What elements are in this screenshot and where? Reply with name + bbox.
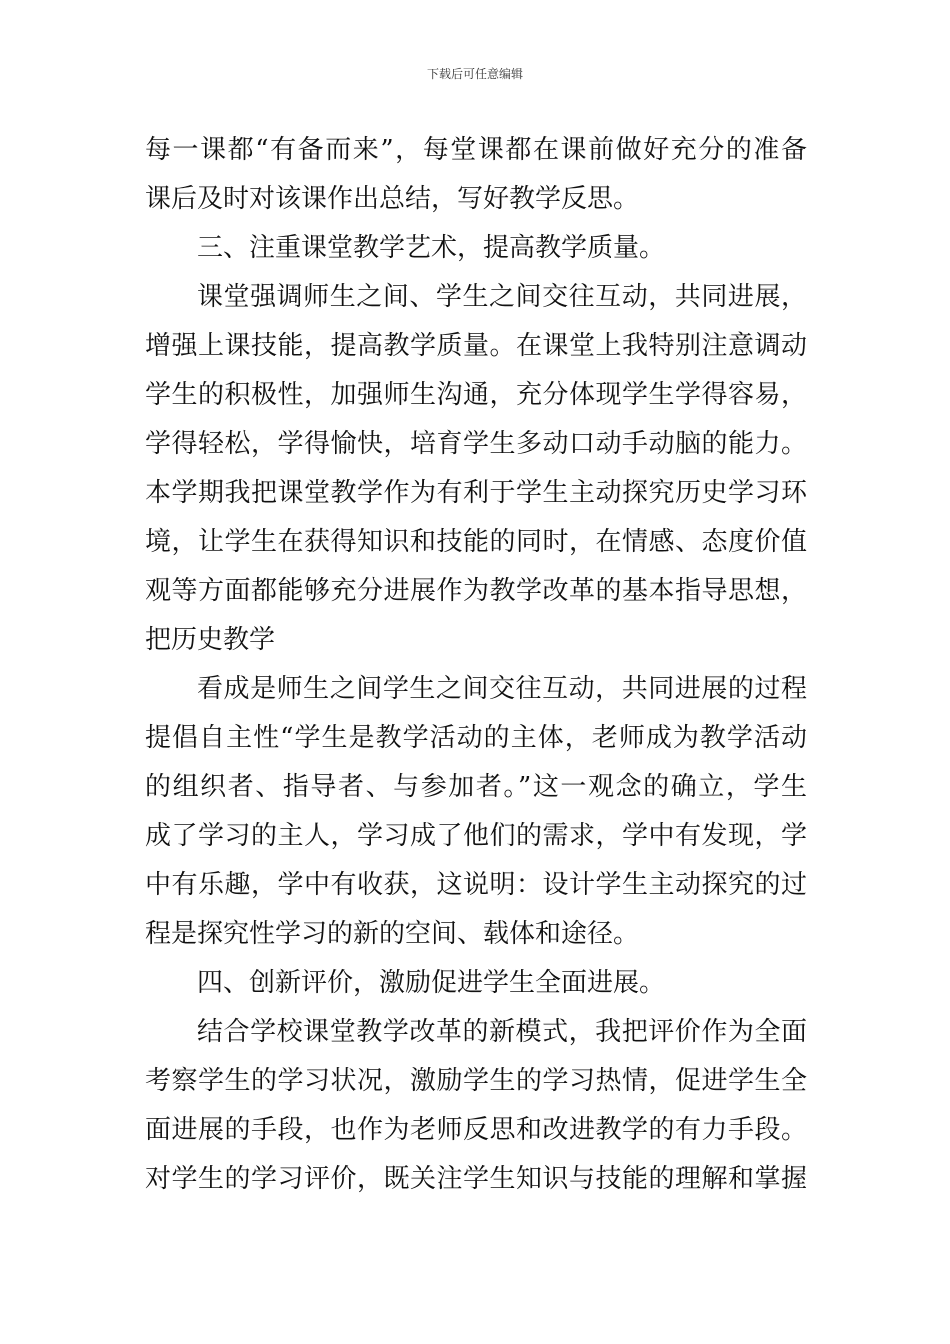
text-line: 中有乐趣，学中有收获，这说明：设计学生主动探究的过 xyxy=(145,870,807,900)
text-line: 每一课都“有备而来”，每堂课都在课前做好充分的准备 xyxy=(145,135,807,165)
text-line: 看成是师生之间学生之间交往互动，共同进展的过程 xyxy=(197,674,807,704)
text-line: 把历史教学 xyxy=(145,625,276,655)
text-line: 学得轻松，学得愉快，培育学生多动口动手动脑的能力。 xyxy=(145,429,807,459)
text-line: 增强上课技能，提高教学质量。在课堂上我特别注意调动 xyxy=(145,331,807,361)
text-line: 面进展的手段，也作为老师反思和改进教学的有力手段。 xyxy=(145,1115,807,1145)
text-line: 程是探究性学习的新的空间、载体和途径。 xyxy=(145,919,640,949)
page-header: 下载后可任意编辑 xyxy=(426,67,523,81)
text-line: 结合学校课堂教学改革的新模式，我把评价作为全面 xyxy=(197,1017,807,1047)
text-line: 课后及时对该课作出总结，写好教学反思。 xyxy=(145,184,640,214)
text-line: 学生的积极性，加强师生沟通，充分体现学生学得容易， xyxy=(145,380,807,410)
text-line: 境，让学生在获得知识和技能的同时，在情感、态度价值 xyxy=(145,527,807,557)
text-line: 观等方面都能够充分进展作为教学改革的基本指导思想， xyxy=(145,576,807,606)
text-line: 的组织者、指导者、与参加者。”这一观念的确立，学生 xyxy=(145,772,807,802)
text-line: 课堂强调师生之间、学生之间交往互动，共同进展， xyxy=(197,282,807,312)
text-line: 三、注重课堂教学艺术，提高教学质量。 xyxy=(197,233,666,263)
document-body xyxy=(145,126,807,1204)
text-line: 提倡自主性“学生是教学活动的主体，老师成为教学活动 xyxy=(145,723,807,753)
text-line: 四、创新评价，激励促进学生全面进展。 xyxy=(197,968,666,998)
text-line: 对学生的学习评价，既关注学生知识与技能的理解和掌握 xyxy=(145,1164,807,1194)
text-line: 考察学生的学习状况，激励学生的学习热情，促进学生全 xyxy=(145,1066,807,1096)
text-line: 成了学习的主人，学习成了他们的需求，学中有发现，学 xyxy=(145,821,807,851)
text-line: 本学期我把课堂教学作为有利于学生主动探究历史学习环 xyxy=(145,478,807,508)
